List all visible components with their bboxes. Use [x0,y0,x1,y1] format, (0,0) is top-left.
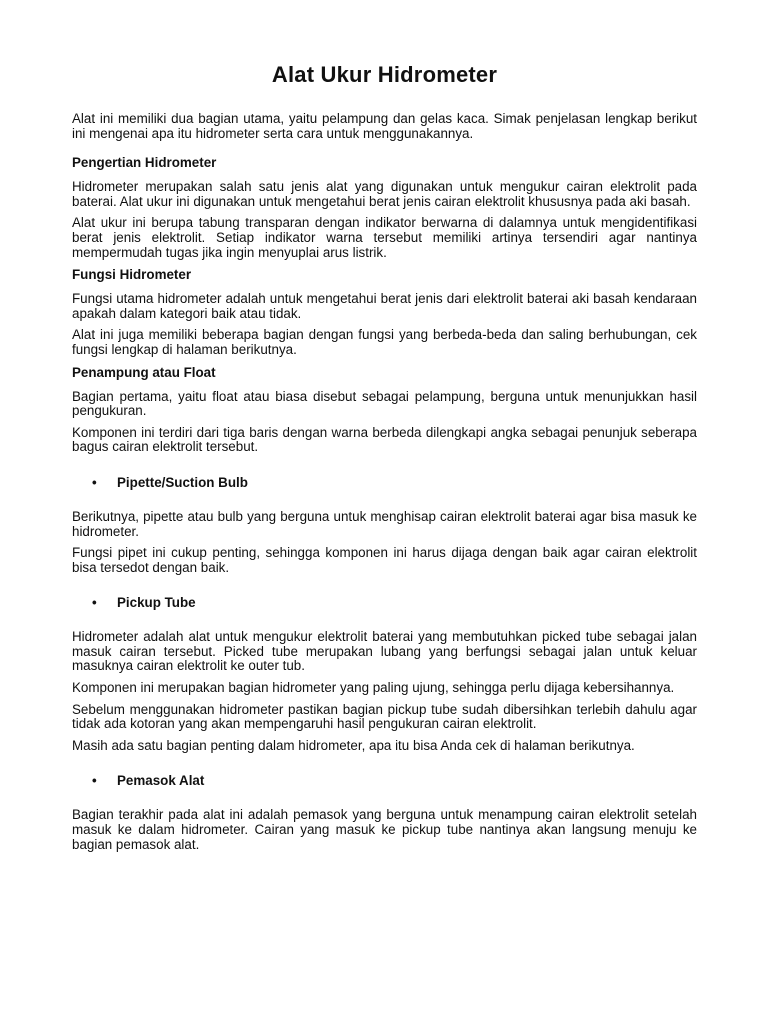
bullet-pipette [72,475,697,490]
bullet-pickup [72,595,697,610]
bullet-dot: • [92,474,97,490]
pipette-paragraph-2: Fungsi pipet ini cukup penting, sehingga komponen ini harus dijaga dengan baik agar cairan elektrolit bisa tersedot dengan baik. [72,545,697,575]
fungsi-paragraph-1: Fungsi utama hidrometer adalah untuk mengetahui berat jenis dari elektrolit baterai aki basah kendaraan apakah dalam kategori baik atau tidak. [72,291,697,321]
pengertian-paragraph-1: Hidrometer merupakan salah satu jenis alat yang digunakan untuk mengukur cairan elektrolit pada baterai. Alat ukur ini digunakan untuk mengetahui berat jenis cairan elektrolit khususnya pada aki basah. [72,179,697,209]
heading-pickup: Pickup Tube [117,595,196,611]
document-body [72,112,697,852]
heading-pipette: Pipette/Suction Bulb [117,474,248,490]
heading-float: Penampung atau Float [72,364,216,380]
float-paragraph-1: Bagian pertama, yaitu float atau biasa disebut sebagai pelampung, berguna untuk menunjukkan hasil pengukuran. [72,388,697,419]
pickup-paragraph-3: Sebelum menggunakan hidrometer pastikan bagian pickup tube sudah dibersihkan terlebih dahulu agar tidak ada kotoran yang akan mempengaruhi hasil pengukuran cairan elektrolit. [72,701,697,732]
heading-pengertian: Pengertian Hidrometer [72,155,217,171]
page-title: Alat Ukur Hidrometer [271,62,498,87]
pipette-paragraph-1: Berikutnya, pipette atau bulb yang berguna untuk menghisap cairan elektrolit baterai agar bisa masuk ke hidrometer. [72,508,697,539]
fungsi-paragraph-2: Alat ini juga memiliki beberapa bagian dengan fungsi yang berbeda-beda dan saling berhubungan, cek fungsi lengkap di halaman berikutnya. [72,327,697,357]
float-paragraph-2: Komponen ini terdiri dari tiga baris dengan warna berbeda dilengkapi angka sebagai penunjuk seberapa bagus cairan elektrolit tersebut. [72,424,697,455]
pemasok-paragraph-1: Bagian terakhir pada alat ini adalah pemasok yang berguna untuk menampung cairan elektrolit setelah masuk ke dalam hidrometer. Cairan yang masuk ke pickup tube nantinya akan langsung menuju ke bagian pemasok alat. [72,807,697,852]
heading-pemasok: Pemasok Alat [117,773,205,789]
pengertian-paragraph-2: Alat ukur ini berupa tabung transparan dengan indikator berwarna di dalamnya untuk mengidentifikasi berat jenis elektrolit. Setiap indikator warna tersebut memiliki artinya tersendiri agar nantinya mempermudah tugas jika ingin menyuplai arus listrik. [72,215,697,260]
bullet-dot: • [92,773,97,789]
intro-paragraph: Alat ini memiliki dua bagian utama, yaitu pelampung dan gelas kaca. Simak penjelasan lengkap berikut ini mengenai apa itu hidrometer serta cara untuk menggunakannya. [72,111,697,141]
pickup-paragraph-2: Komponen ini merupakan bagian hidrometer yang paling ujung, sehingga perlu dijaga kebersihannya. [72,680,675,696]
bullet-pemasok [72,773,697,788]
bullet-dot: • [92,595,97,611]
pickup-paragraph-4: Masih ada satu bagian penting dalam hidrometer, apa itu bisa Anda cek di halaman berikutnya. [72,737,635,753]
heading-fungsi: Fungsi Hidrometer [72,267,192,283]
pickup-paragraph-1: Hidrometer adalah alat untuk mengukur elektrolit baterai yang membutuhkan picked tube sebagai jalan masuk cairan tersebut. Picked tube merupakan lubang yang berfungsi sebagai jalan untuk keluar masuknya cairan elektrolit ke outer tub. [72,629,697,674]
